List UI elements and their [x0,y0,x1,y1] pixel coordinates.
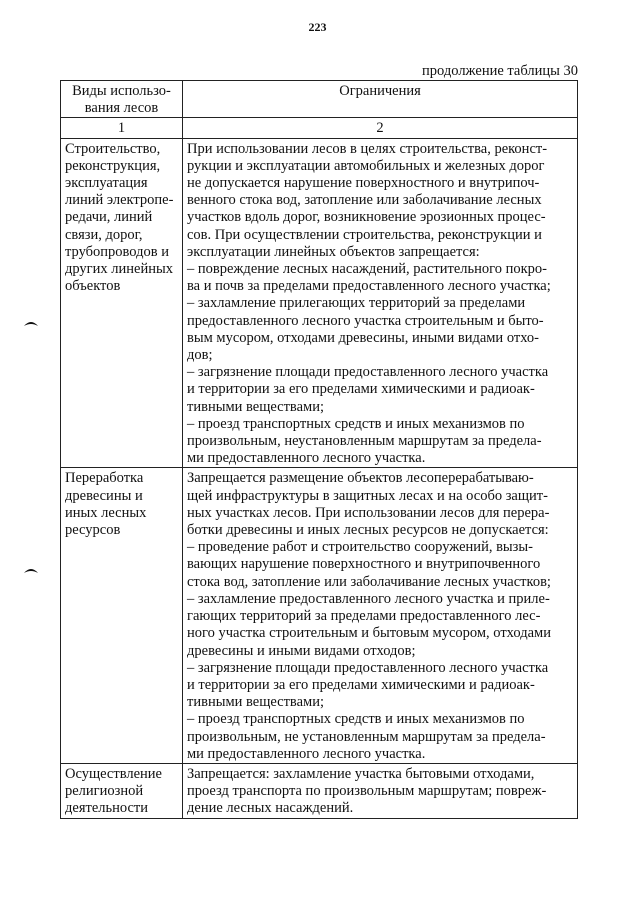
forest-use-line: Строительство, [65,140,161,157]
header-line: вания лесов [84,100,159,117]
restriction-line: – проезд транспортных средств и иных механизмов по [187,415,525,432]
restriction-line: – загрязнение площади предоставленного лесного участка [187,364,549,381]
restriction-line: вым мусором, отходами древесины, иными видами отхо- [187,329,539,346]
restriction-line: ва и почв за пределами предоставленного лесного участка; [187,278,551,295]
restrictions-cell [183,138,578,468]
forest-use-line: эксплуатация [65,175,148,192]
forest-use-line: других линейных [65,261,173,278]
forest-use-line: линий электропе- [65,192,174,209]
restriction-line: произвольным, неустановленным маршрутам за предела- [187,433,542,450]
restriction-line: сов. При осуществлении строительства, реконструкции и [187,226,542,243]
forest-use-line: ресурсов [65,522,121,539]
restriction-line: дение лесных насаждений. [187,800,354,817]
forest-use-type-cell [61,763,183,818]
forest-use-line: объектов [65,278,121,295]
restriction-line: не допускается нарушение поверхностного и внутрипоч- [187,175,540,192]
forest-use-line: древесины и [65,487,143,504]
page-number: 223 [308,20,327,34]
restriction-line: участков вдоль дорог, возникновение эрозионных процес- [187,209,546,226]
table-row [61,468,578,763]
header-line: Виды использо- [72,83,171,99]
forest-use-line: редачи, линий [65,209,153,226]
forest-use-type-cell [61,138,183,468]
restrictions-table [60,80,578,819]
table-row [61,138,578,468]
forest-use-line: связи, дорог, [65,226,143,243]
restriction-line: Запрещается: захламление участка бытовыми отходами, [187,765,535,782]
restriction-line: – повреждение лесных насаждений, растительного покро- [187,261,547,278]
forest-use-line: Переработка [65,470,144,487]
restriction-line: и территории за его пределами химическими и радиоак- [187,381,535,398]
table-body [61,138,578,818]
restrictions-cell [183,468,578,763]
column-number-1: 1 [61,118,183,138]
table-continuation-note: продолжение таблицы 30 [422,63,578,79]
restriction-line: ми предоставленного лесного участка. [187,450,426,467]
restriction-line: стока вод, затопление или заболачивание лесных участков; [187,573,551,590]
restriction-line: эксплуатации линейных объектов запрещается: [187,243,480,260]
restriction-line: вающих нарушение поверхностного и внутрипочвенного [187,556,541,573]
restriction-line: тивными веществами; [187,694,324,711]
scan-mark-icon [24,320,38,326]
restriction-line: ных участках лесов. При использовании лесов для перера- [187,504,550,521]
restriction-line: тивными веществами; [187,398,324,415]
table-row [61,763,578,818]
restriction-line: венного стока вод, затопление или заболачивание лесных [187,192,542,209]
forest-use-line: Осуществление [65,765,162,782]
restriction-line: ного участка строительным и бытовым мусором, отходами [187,625,551,642]
forest-use-line: реконструкция, [65,157,161,174]
forest-use-line: иных лесных [65,504,147,521]
restriction-line: рукции и эксплуатации автомобильных и железных дорог [187,157,545,174]
restriction-line: ми предоставленного лесного участка. [187,745,426,762]
forest-use-line: религиозной [65,783,144,800]
restriction-line: проезд транспорта по произвольным маршрутам; повреж- [187,783,547,800]
restriction-line: щей инфраструктуры в защитных лесах и на особо защит- [187,487,548,504]
restriction-line: – проезд транспортных средств и иных механизмов по [187,711,525,728]
restriction-line: произвольным, не установленным маршрутам за предела- [187,728,546,745]
restriction-line: – захламление прилегающих территорий за пределами [187,295,526,312]
restriction-line: ботки древесины и иных лесных ресурсов не допускается: [187,522,549,539]
restriction-line: дов; [187,347,213,364]
table-header-row [61,81,578,118]
column-number-row [61,118,578,138]
column-number-2: 2 [183,118,578,138]
restrictions-cell [183,763,578,818]
restriction-line: предоставленного лесного участка строительным и быто- [187,312,544,329]
restriction-line: При использовании лесов в целях строительства, реконст- [187,140,548,157]
restriction-line: древесины и иными видами отходов; [187,642,416,659]
restriction-line: – проведение работ и строительство сооружений, вызы- [187,539,533,556]
forest-use-line: трубопроводов и [65,243,169,260]
restriction-line: – захламление предоставленного лесного участка и приле- [187,590,550,607]
restriction-line: и территории за его пределами химическими и радиоак- [187,676,535,693]
restriction-line: гающих территорий за пределами предоставленного лес- [187,608,541,625]
header-forest-use-type [61,81,183,118]
header-restrictions: Ограничения [183,81,578,118]
forest-use-type-cell [61,468,183,763]
forest-use-line: деятельности [65,800,149,817]
restriction-line: Запрещается размещение объектов лесоперерабатываю- [187,470,534,487]
restriction-line: – загрязнение площади предоставленного лесного участка [187,659,549,676]
scan-mark-icon [24,567,38,573]
